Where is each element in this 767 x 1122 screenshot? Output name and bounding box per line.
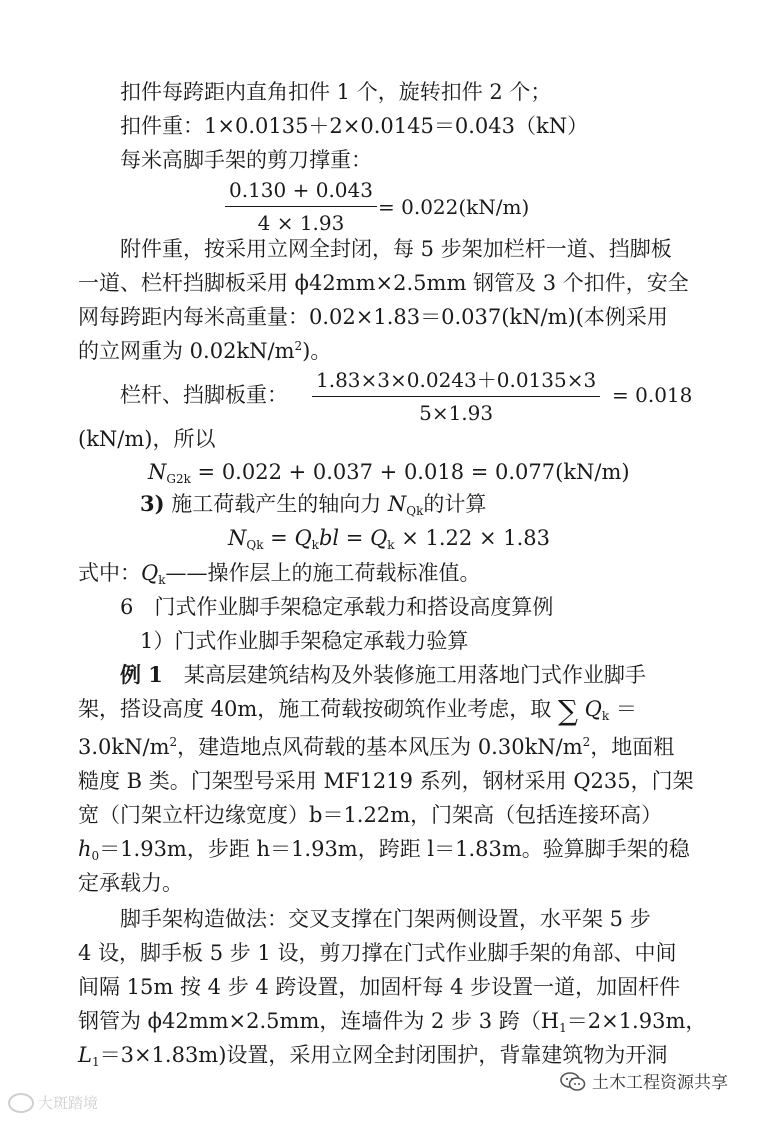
definition-line [78,558,481,588]
wechat-source-badge [560,1068,728,1093]
text-line [78,834,690,864]
text-span: ＝1.93m，步距 h＝1.93m，跨距 l＝1.83m。验算脚手架的稳 [99,837,690,861]
text-span: 的立网重为 0.02kN/m [78,339,295,363]
wechat-icon [560,1072,584,1090]
superscript: 2 [582,735,591,749]
wechat-account-name: 土木工程资源共享 [592,1073,728,1093]
subscript: 0 [91,849,100,863]
equation-label: 栏杆、挡脚板重： [120,383,288,407]
text-line [78,694,637,726]
text-span: ，地面粗 [590,735,675,759]
symbol: h [78,837,92,861]
section-heading: 6 门式作业脚手架稳定承载力和搭设高度算例 [120,595,554,619]
subscript: k [158,573,166,587]
text-line: 一道、栏杆挡脚板采用 ϕ42mm×2.5mm 钢管及 3 个扣件，安全 [78,271,689,295]
fraction-denominator: 4 × 1.93 [257,211,345,235]
subscript: k [311,538,319,552]
subscript: Qk [246,538,264,552]
text-span: 架，搭设高度 40m，施工荷载按砌筑作业考虑，取 [78,697,558,721]
text-line: 附件重，按采用立网全封闭，每 5 步架加栏杆一道、挡脚板 [120,237,672,261]
subscript: 1 [91,1055,100,1069]
superscript: 2 [169,735,178,749]
text-span: ＝ [609,697,637,721]
text-line: 4 设，脚手板 5 步 1 设，剪刀撑在门式作业脚手架的角部、中间 [78,941,677,965]
text-line: 宽（门架立杆边缘宽度）b＝1.22m，门架高（包括连接环高） [78,803,663,827]
equation-ng2k [148,457,630,487]
text-line: 定承载力。 [78,871,183,895]
text-span: ——操作层上的施工荷载标准值。 [165,561,481,585]
symbol: L [78,1043,92,1067]
text-span: × 1.22 × 1.83 [394,526,550,550]
subheading: 1）门式作业脚手架稳定承载力验算 [140,629,469,653]
watermark-left [8,1092,98,1113]
subscript: G2k [166,472,191,486]
watermark-text: 大斑踏境 [38,1094,99,1112]
equation-result: = 0.022(kN/m) [378,195,530,219]
example-line [120,660,646,690]
text-span: = 0.022 + 0.037 + 0.018 = 0.077(kN/m) [190,460,630,484]
text-line: (kN/m)，所以 [78,427,216,451]
text-line: 扣件每跨距内直角扣件 1 个，旋转扣件 2 个； [120,80,552,104]
symbol: Q [584,697,602,721]
text-span: )。 [302,339,332,363]
text-line: 网每跨距内每米高重量：0.02×1.83＝0.037(kN/m)(本例采用 [78,305,668,329]
fraction-numerator: 0.130 + 0.043 [225,176,377,207]
text-span: 钢管为 ϕ42mm×2.5mm，连墙件为 2 步 3 跨（H [78,1009,560,1033]
text-span: = [263,526,295,550]
text-span: 3.0kN/m [78,735,170,759]
subscript: Qk [406,504,424,518]
symbol: Q [141,561,159,585]
text-span: 式中： [78,561,141,585]
watermark-logo-icon [8,1093,34,1113]
text-line: 间隔 15m 按 4 步 4 跨设置，加固杆每 4 步设置一道，加固杆件 [78,975,681,999]
text-line: 糙度 B 类。门架型号采用 MF1219 系列，钢材采用 Q235，门架 [78,769,694,793]
symbol: N [228,526,247,550]
text-line [78,336,331,366]
text-span: 的计算 [423,492,487,516]
text-line: 每米高脚手架的剪刀撑重： [120,148,372,172]
superscript: 2 [294,339,303,353]
fraction-denominator: 5×1.93 [419,401,494,425]
symbol: Q [294,526,312,550]
text-span: 某高层建筑结构及外装修施工用落地门式作业脚手 [162,663,646,687]
fraction-numerator: 1.83×3×0.0243＋0.0135×3 [312,366,600,397]
symbol: Q [370,526,388,550]
equation-nqk [228,523,550,553]
subscript: k [601,709,610,723]
text-line: 脚手架构造做法：交叉支撑在门架两侧设置，水平架 5 步 [120,907,651,931]
text-line [78,1040,667,1070]
text-line: 扣件重：1×0.0135＋2×0.0145＝0.043（kN） [120,114,589,138]
symbol: bl [318,526,340,550]
text-line [78,1006,706,1036]
sum-symbol: ∑ [557,694,578,727]
text-span: ＝3×1.83m)设置，采用立网全封闭围护，背靠建筑物为开洞 [99,1043,668,1067]
subheading [140,489,486,519]
equation-result: = 0.018 [612,383,693,407]
symbol: N [148,460,167,484]
subscript: k [387,538,395,552]
example-label: 例 1 [120,662,163,687]
text-span: ，建造地点风荷载的基本风压为 0.30kN/m [177,735,583,759]
text-span: 施工荷载产生的轴向力 [164,492,388,516]
text-span: = [339,526,371,550]
fraction-shear-brace [225,176,377,237]
subscript: 1 [559,1021,567,1035]
fraction-railing [312,366,600,427]
text-span: ＝2×1.93m， [566,1009,707,1033]
symbol: N [387,492,407,516]
text-line [78,732,674,762]
heading-number: 3) [140,491,165,516]
